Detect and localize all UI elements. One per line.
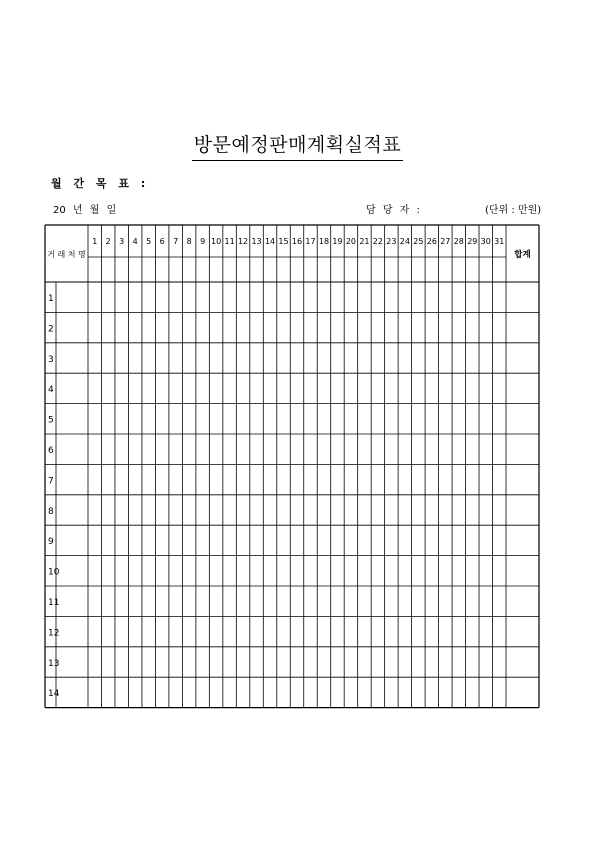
row-number-2: 2: [48, 324, 54, 335]
manager-label: 담 당 자 :: [366, 205, 422, 216]
day-number-26: 26: [426, 237, 437, 246]
day-number-27: 27: [440, 237, 451, 246]
row-number-10: 10: [48, 567, 60, 578]
date-line: 20 년 월 일: [53, 205, 117, 216]
day-number-10: 10: [211, 237, 222, 246]
row-number-8: 8: [48, 506, 54, 517]
monthly-goal-label: 월 간 목 표 :: [51, 177, 150, 190]
row-number-13: 13: [48, 658, 60, 669]
day-number-24: 24: [399, 237, 410, 246]
row-number-1: 1: [48, 294, 54, 304]
day-number-31: 31: [494, 237, 505, 246]
day-number-9: 9: [200, 237, 206, 246]
day-number-3: 3: [119, 237, 125, 246]
day-number-12: 12: [237, 237, 249, 246]
row-number-7: 7: [48, 476, 54, 487]
row-number-6: 6: [48, 446, 54, 456]
day-number-17: 17: [305, 237, 316, 246]
day-number-15: 15: [278, 237, 289, 246]
day-number-21: 21: [359, 237, 370, 246]
day-number-7: 7: [173, 237, 179, 246]
day-number-23: 23: [386, 237, 397, 246]
day-number-16: 16: [291, 237, 303, 246]
row-number-9: 9: [48, 537, 54, 548]
day-number-18: 18: [318, 237, 330, 246]
day-number-11: 11: [224, 237, 235, 246]
day-number-28: 28: [453, 237, 464, 246]
day-number-8: 8: [186, 237, 192, 246]
day-number-5: 5: [146, 237, 152, 246]
day-number-14: 14: [264, 237, 276, 246]
row-number-11: 11: [48, 598, 60, 608]
row-number-12: 12: [48, 628, 60, 639]
row-number-5: 5: [48, 415, 54, 426]
day-number-4: 4: [132, 237, 138, 246]
day-number-1: 1: [92, 237, 98, 246]
total-header: 합계: [514, 250, 531, 260]
day-number-13: 13: [251, 237, 262, 246]
day-number-29: 29: [467, 237, 478, 246]
client-header: 거 래 처 명: [47, 250, 86, 259]
day-number-19: 19: [332, 237, 343, 246]
day-number-20: 20: [345, 237, 357, 246]
day-number-22: 22: [372, 237, 383, 246]
day-number-25: 25: [413, 237, 424, 246]
unit-label: (단위 : 만원): [485, 205, 542, 216]
document-title: 방문예정판매계획실적표: [192, 130, 403, 161]
day-number-6: 6: [159, 237, 165, 246]
row-number-14: 14: [48, 689, 60, 700]
row-number-3: 3: [48, 354, 54, 365]
row-number-4: 4: [48, 385, 54, 396]
day-number-2: 2: [105, 237, 111, 246]
day-number-30: 30: [480, 237, 491, 246]
